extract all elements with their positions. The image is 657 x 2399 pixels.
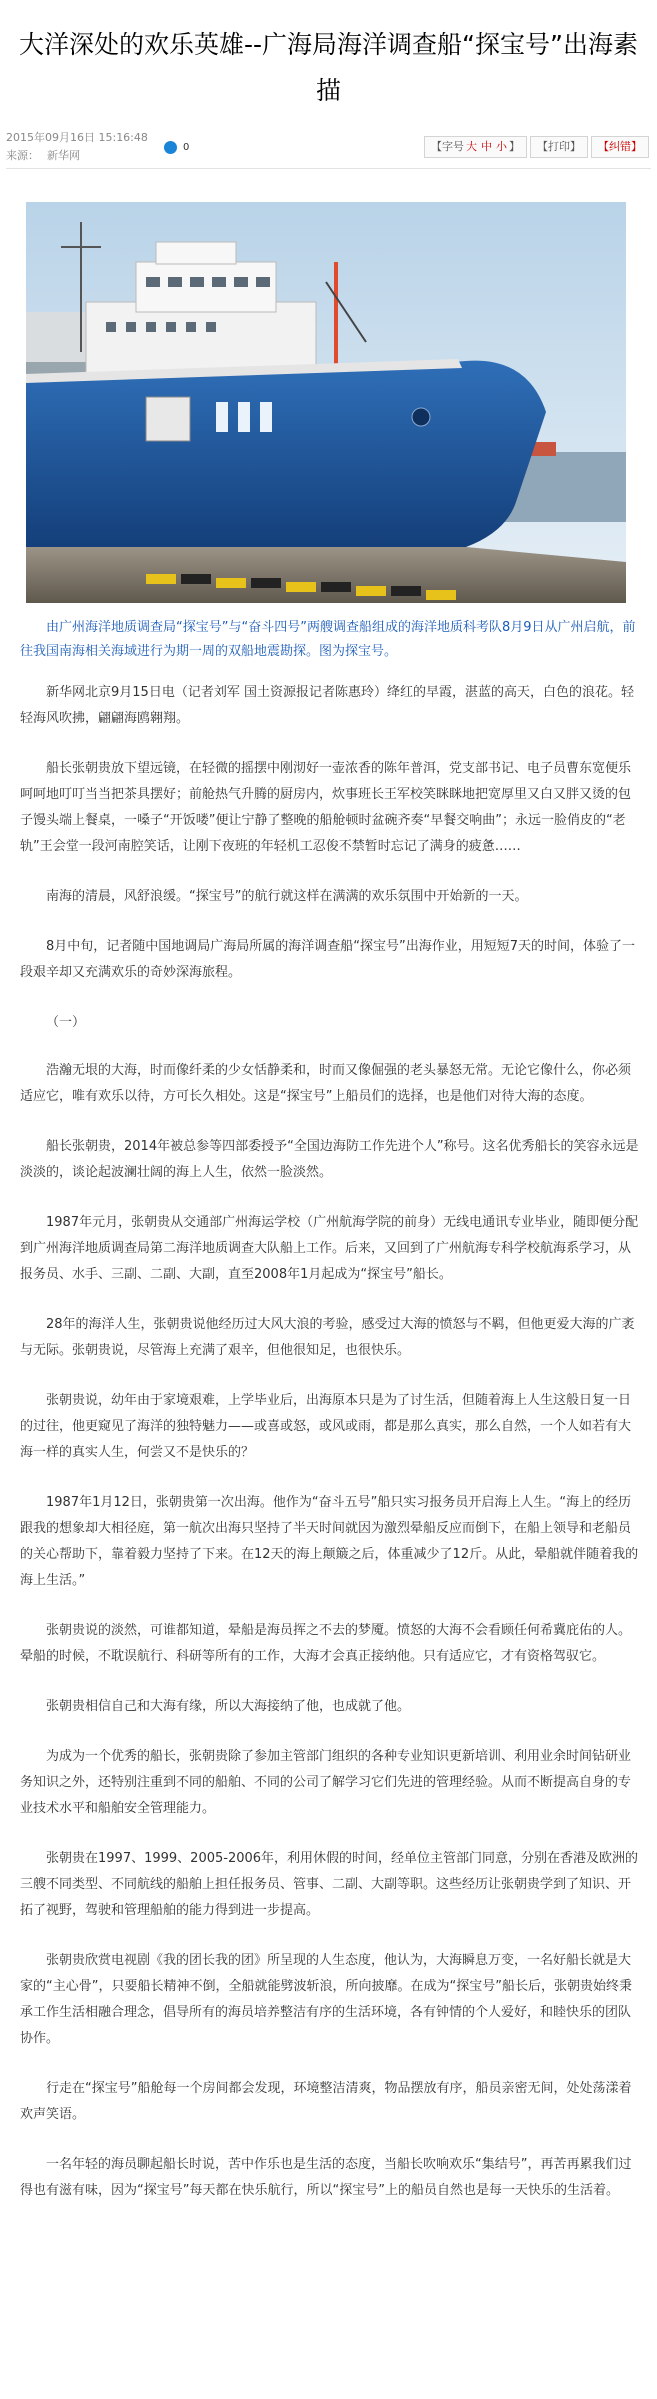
article-tools — [421, 136, 649, 158]
paragraph: 张朝贵在1997、1999、2005-2006年，利用休假的时间，经单位主管部门同意，分别在香港及欧洲的三艘不同类型、不同航线的船舶上担任报务员、管事、二副、大副等职。这些经历让张朝贵学到了知识、开拓了视野，驾驶和管理船舶的能力得到进一步提高。 — [20, 1851, 639, 1918]
section-heading: （一） — [46, 1015, 86, 1030]
paragraph: 一名年轻的海员聊起船长时说，苦中作乐也是生活的态度，当船长吹响欢乐“集结号”，再苦再累我们过得也有滋有味，因为“探宝号”每天都在快乐航行，所以“探宝号”上的船员自然也是每一天快乐的生活着。 — [20, 2157, 632, 2198]
article-title: 大洋深处的欢乐英雄--广海局海洋调查船“探宝号”出海素描 — [19, 30, 638, 105]
paragraph: 张朝贵欣赏电视剧《我的团长我的团》所呈现的人生态度，他认为，大海瞬息万变，一名好船长就是大家的“主心骨”，只要船长精神不倒，全船就能劈波斩浪，所向披靡。在成为“探宝号”船长后，张朝贵始终秉承工作生活相融合理念，倡导所有的海员培养整洁有序的生活环境，各有钟情的个人爱好，和睦快乐的团队协作。 — [20, 1953, 632, 2046]
article-meta — [0, 130, 657, 184]
source-line — [6, 148, 80, 164]
share-icon[interactable] — [164, 141, 177, 154]
paragraph: 新华网北京9月15日电（记者刘军 国土资源报记者陈惠玲）绛红的早霞，湛蓝的高天，白色的浪花。轻轻海风吹拂，翩翩海鸥翱翔。 — [20, 685, 634, 726]
font-size-large[interactable]: 大 — [466, 140, 477, 153]
paragraph: 船长张朝贵，2014年被总参等四部委授予“全国边海防工作先进个人”称号。这名优秀船长的笑容永远是淡淡的，谈论起波澜壮阔的海上人生，依然一脸淡然。 — [20, 1139, 639, 1180]
font-size-small[interactable]: 小 — [496, 140, 507, 153]
font-size-medium[interactable]: 中 — [481, 140, 492, 153]
paragraph: 张朝贵相信自己和大海有缘，所以大海接纳了他，也成就了他。 — [46, 1699, 411, 1714]
paragraph: 船长张朝贵放下望远镜，在轻微的摇摆中刚沏好一壶浓香的陈年普洱，党支部书记、电子员曹东宽便乐呵呵地叮叮当当把茶具摆好；前舱热气升腾的厨房内，炊事班长王军校笑眯眯地把宽厚里又白又胖又烫的包子馒头端上餐桌，一嗓子“开饭喽”便让宁静了整晚的船舱顿时盆碗齐奏“早餐交响曲”；永远一脸俏皮的“老轨”王会堂一段河南腔笑话，让刚下夜班的年轻机工忍俊不禁暂时忘记了满身的疲惫…… — [20, 761, 632, 854]
paragraph: 张朝贵说，幼年由于家境艰难，上学毕业后，出海原本只是为了讨生活，但随着海上人生这般日复一日的过往，他更窥见了海洋的独特魅力——或喜或怒，或风或雨，都是那么真实，那么自然，一个人如若有大海一样的真实人生，何尝又不是快乐的？ — [20, 1393, 632, 1460]
article-photo — [26, 202, 626, 603]
share-count: 0 — [183, 142, 190, 153]
publish-date: 2015年09月16日 15:16:48 — [6, 131, 148, 144]
ship-photo-illustration — [26, 202, 626, 603]
photo-caption: 由广州海洋地质调查局“探宝号”与“奋斗四号”两艘调查船组成的海洋地质科考队8月9日从广州启航，前往我国南海相关海域进行为期一周的双船地震勘探。图为探宝号。 — [20, 620, 636, 659]
paragraph: 1987年元月，张朝贵从交通部广州海运学校（广州航海学院的前身）无线电通讯专业毕业，随即便分配到广州海洋地质调查局第二海洋地质调查大队船上工作。后来，又回到了广州航海专科学校航海系学习，从报务员、水手、三副、二副、大副，直至2008年1月起成为“探宝号”船长。 — [20, 1215, 639, 1282]
share-widget[interactable] — [164, 141, 189, 154]
print-button[interactable]: 【打印】 — [530, 136, 588, 158]
paragraph: 行走在“探宝号”船舱每一个房间都会发现，环境整洁清爽，物品摆放有序，船员亲密无间，处处荡漾着欢声笑语。 — [20, 2081, 632, 2122]
article-body — [20, 680, 642, 2228]
font-size-close: 】 — [509, 140, 520, 153]
paragraph: 南海的清晨，风舒浪缓。“探宝号”的航行就这样在满满的欢乐氛围中开始新的一天。 — [46, 889, 528, 904]
paragraph: 张朝贵说的淡然，可谁都知道，晕船是海员挥之不去的梦魇。愤怒的大海不会看顾任何希冀庇佑的人。晕船的时候，不耽误航行、科研等所有的工作，大海才会真正接纳他。只有适应它，才有资格驾驭它。 — [20, 1623, 632, 1664]
meta-divider — [6, 168, 651, 169]
source-label: 来源： — [6, 149, 39, 162]
paragraph: 为成为一个优秀的船长，张朝贵除了参加主管部门组织的各种专业知识更新培训、利用业余时间钻研业务知识之外，还特别注重到不同的船舶、不同的公司了解学习它们先进的管理经验。从而不断提高自身的专业技术水平和船舶安全管理能力。 — [20, 1749, 632, 1816]
report-error-button[interactable]: 【纠错】 — [591, 136, 649, 158]
paragraph: 8月中旬，记者随中国地调局广海局所属的海洋调查船“探宝号”出海作业，用短短7天的时间，体验了一段艰辛却又充满欢乐的奇妙深海旅程。 — [20, 939, 636, 980]
source-name: 新华网 — [47, 149, 80, 162]
paragraph: 浩瀚无垠的大海，时而像纤柔的少女恬静柔和，时而又像倔强的老头暴怒无常。无论它像什么，你必须适应它，唯有欢乐以待，方可长久相处。这是“探宝号”上船员们的选择，也是他们对待大海的态度。 — [20, 1063, 632, 1104]
font-size-switcher — [424, 136, 527, 158]
paragraph: 1987年1月12日，张朝贵第一次出海。他作为“奋斗五号”船只实习报务员开启海上人生。“海上的经历跟我的想象却大相径庭，第一航次出海只坚持了半天时间就因为激烈晕船反应而倒下，在船上领导和老船员的关心帮助下，靠着毅力坚持了下来。在12天的海上颠簸之后，体重减少了12斤。从此，晕船就伴随着我的海上生活。” — [20, 1495, 639, 1588]
font-size-label: 【字号 — [431, 140, 464, 153]
paragraph: 28年的海洋人生，张朝贵说他经历过大风大浪的考验，感受过大海的愤怒与不羁，但他更爱大海的广袤与无际。张朝贵说，尽管海上充满了艰辛，但他很知足，也很快乐。 — [20, 1317, 635, 1358]
